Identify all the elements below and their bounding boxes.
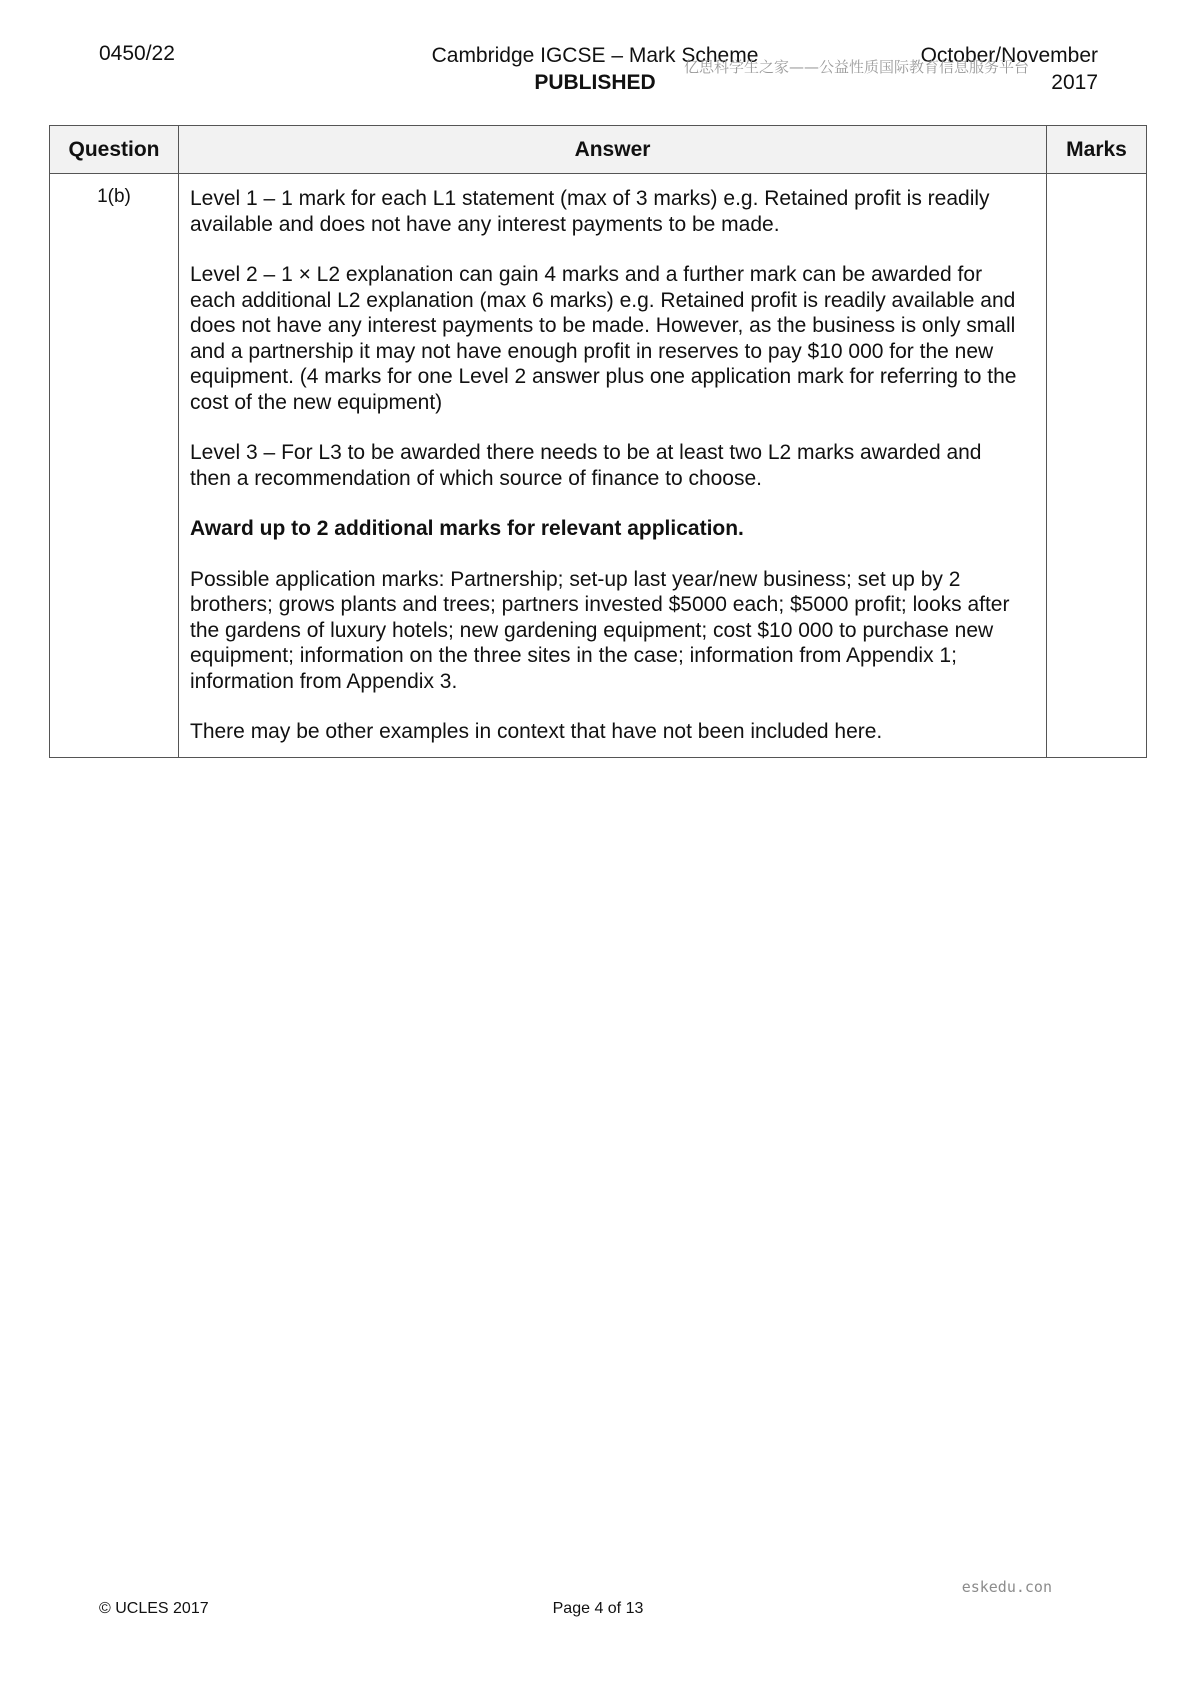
mark-scheme-table xyxy=(49,125,1147,758)
paper-code: 0450/22 xyxy=(99,42,175,65)
table-row xyxy=(50,174,1147,758)
application-marks-note: Award up to 2 additional marks for relevant application. xyxy=(190,517,744,540)
question-number: 1(b) xyxy=(50,174,179,758)
level-1-text: Level 1 – 1 mark for each L1 statement (max of 3 marks) e.g. Retained profit is readily available and does not have any interest payments to be made. xyxy=(190,187,990,236)
watermark-text: 亿思科学生之家——公益性质国际教育信息服务平台 xyxy=(684,58,1030,76)
level-3-text: Level 3 – For L3 to be awarded there needs to be at least two L2 marks awarded and then a recommendation of which source of finance to choose. xyxy=(190,441,982,490)
marks-cell xyxy=(1047,174,1147,758)
page-number: Page 4 of 13 xyxy=(552,1600,644,1617)
exam-year: 2017 xyxy=(1051,71,1098,94)
answer-cell xyxy=(179,174,1047,758)
question-column-header: Question xyxy=(50,126,179,174)
other-examples-note: There may be other examples in context that have not been included here. xyxy=(190,720,883,743)
possible-application-marks: Possible application marks: Partnership; set-up last year/new business; set up by 2 brothers; grows plants and trees; partners invested $5000 each; $5000 profit; looks after the gardens of luxury hotels; new gardening equipment; cost $10 000 to purchase new equipment; information on the three sites in the case; information from Appendix 1; information from Appendix 3. xyxy=(190,567,1010,693)
level-2-text: Level 2 – 1 × L2 explanation can gain 4 marks and a further mark can be awarded for each additional L2 explanation (max 6 marks) e.g. Retained profit is readily available and does not have any interest payments to be made. However, as the business is only small and a partnership it may not have enough profit in reserves to pay $10 000 for the new equipment. (4 marks for one Level 2 answer plus one application mark for referring to the cost of the new equipment) xyxy=(190,263,1017,414)
site-watermark: eskedu.con xyxy=(961,1578,1052,1596)
marks-column-header: Marks xyxy=(1047,126,1147,174)
document-title: Cambridge IGCSE – Mark Scheme xyxy=(431,44,759,67)
table-header-row xyxy=(50,126,1147,174)
answer-column-header: Answer xyxy=(179,126,1047,174)
published-label: PUBLISHED xyxy=(534,71,656,94)
exam-session: October/November xyxy=(920,44,1098,67)
copyright-notice: © UCLES 2017 xyxy=(99,1600,209,1617)
